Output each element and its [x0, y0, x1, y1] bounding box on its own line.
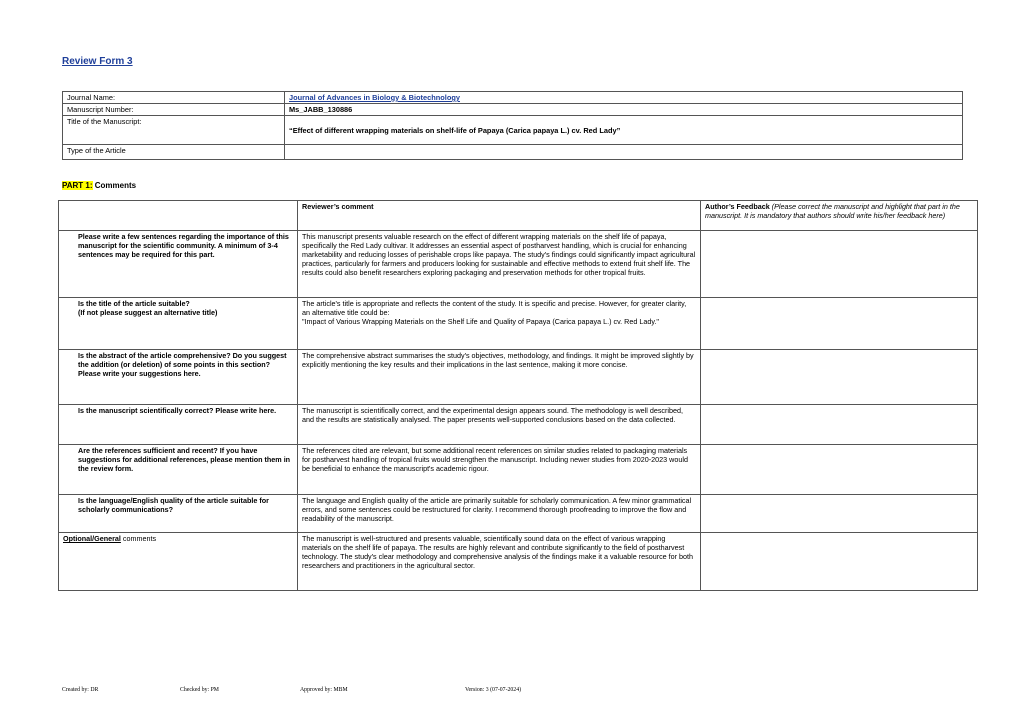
- journal-label: Journal Name:: [63, 92, 285, 104]
- author-header-note: (Please correct the manuscript and highlight that part in the manuscript. It is mandatory that authors should write his/her feedback here): [705, 202, 960, 220]
- table-row: [59, 533, 978, 591]
- reviewer-header: Reviewer’s comment: [298, 201, 701, 231]
- feedback-importance[interactable]: [701, 231, 978, 298]
- optional-label-cell: [59, 533, 298, 591]
- table-row: [59, 445, 978, 495]
- table-row: [59, 495, 978, 533]
- footer-approved: Approved by: MBM: [300, 687, 348, 693]
- feedback-scientific[interactable]: [701, 405, 978, 445]
- comment-scientific: The manuscript is scientifically correct, and the experimental design appears sound. The methodology is well described, and the results are statistically analysed. The paper presents well-supported conclusions based on the data collected.: [298, 405, 701, 445]
- type-label: Type of the Article: [63, 145, 285, 160]
- question-scientific: Is the manuscript scientifically correct? Please write here.: [59, 405, 298, 445]
- comment-language: The language and English quality of the article are primarily suitable for scholarly communication. A few minor grammatical errors, and some sentences could be restructured for clarity. I recommend thorough proofreading to improve the flow and readability of the manuscript.: [298, 495, 701, 533]
- type-value: [285, 145, 963, 160]
- header-question-cell: [59, 201, 298, 231]
- author-header-title: Author’s Feedback: [705, 202, 770, 211]
- type-row: [63, 145, 963, 160]
- ms-label: Manuscript Number:: [63, 104, 285, 116]
- title-row: [63, 116, 963, 145]
- feedback-abstract[interactable]: [701, 350, 978, 405]
- title-value: “Effect of different wrapping materials on shelf-life of Papaya (Carica papaya L.) cv. Red Lady”: [285, 116, 963, 145]
- question-title: Is the title of the article suitable? (If not please suggest an alternative title): [59, 298, 298, 350]
- comments-table: [58, 200, 978, 591]
- question-language: Is the language/English quality of the article suitable for scholarly communications?: [59, 495, 298, 533]
- ms-value: Ms_JABB_130886: [285, 104, 963, 116]
- table-row: [59, 350, 978, 405]
- footer-checked: Checked by: PM: [180, 687, 219, 693]
- feedback-optional[interactable]: [701, 533, 978, 591]
- table-row: [59, 231, 978, 298]
- manuscript-info-table: [62, 91, 963, 160]
- table-row: [59, 405, 978, 445]
- journal-link[interactable]: Journal of Advances in Biology & Biotechnology: [289, 93, 460, 102]
- table-row: [59, 298, 978, 350]
- question-references: Are the references sufficient and recent? If you have suggestions for additional references, please mention them in the review form.: [59, 445, 298, 495]
- optional-label: Optional/General: [63, 534, 121, 543]
- comment-optional: The manuscript is well-structured and presents valuable, scientifically sound data on the effect of various wrapping materials on the shelf life of papaya. The results are highly relevant and contribute significantly to the field of postharvest technology. The study's clear methodology and comprehensive analysis of the findings make it a valuable resource for both researchers and practitioners in the agricultural sector.: [298, 533, 701, 591]
- author-header: [701, 201, 978, 231]
- journal-row: [63, 92, 963, 104]
- feedback-language[interactable]: [701, 495, 978, 533]
- question-importance: Please write a few sentences regarding the importance of this manuscript for the scientific community. A minimum of 3-4 sentences may be required for this part.: [59, 231, 298, 298]
- feedback-title[interactable]: [701, 298, 978, 350]
- part1-heading: [62, 181, 136, 190]
- question-abstract: Is the abstract of the article comprehensive? Do you suggest the addition (or deletion) of some points in this section? Please write your suggestions here.: [59, 350, 298, 405]
- feedback-references[interactable]: [701, 445, 978, 495]
- form-title: Review Form 3: [62, 56, 133, 67]
- footer-created: Created by: DR: [62, 687, 99, 693]
- comment-title: The article's title is appropriate and reflects the content of the study. It is specific and precise. However, for greater clarity, an alternative title could be: "Impact of Various Wrapping Materials on the Shelf Life and Quality of Papaya (Carica papaya L.) cv. Red Lady.": [298, 298, 701, 350]
- comment-references: The references cited are relevant, but some additional recent references on similar studies related to packaging materials for postharvest handling of tropical fruits would strengthen the manuscript. Including newer studies from 2020-2023 would be beneficial to enhance the manuscript's academic rigour.: [298, 445, 701, 495]
- header-row: [59, 201, 978, 231]
- optional-suffix: comments: [120, 534, 157, 543]
- footer-version: Version: 3 (07-07-2024): [465, 687, 522, 693]
- part1-label: Comments: [92, 181, 137, 190]
- title-label: Title of the Manuscript:: [63, 116, 285, 145]
- manuscript-number-row: [63, 104, 963, 116]
- part1-prefix: PART 1:: [62, 181, 93, 190]
- comment-importance: This manuscript presents valuable research on the effect of different wrapping materials on the shelf life of papaya, specifically the Red Lady cultivar. It addresses an essential aspect of postharvest handling, which is crucial for enhancing marketability and reducing losses of perishable crops like papaya. The study's findings could significantly impact agricultural practices, particularly for farmers and producers looking for sustainable and effective methods to extend fruit shelf life. The results could also benefit researchers exploring packaging and preservation methods for other tropical fruits.: [298, 231, 701, 298]
- comment-abstract: The comprehensive abstract summarises the study's objectives, methodology, and findings. It might be improved slightly by explicitly mentioning the key results and their implications in the last sentence, making it more concise.: [298, 350, 701, 405]
